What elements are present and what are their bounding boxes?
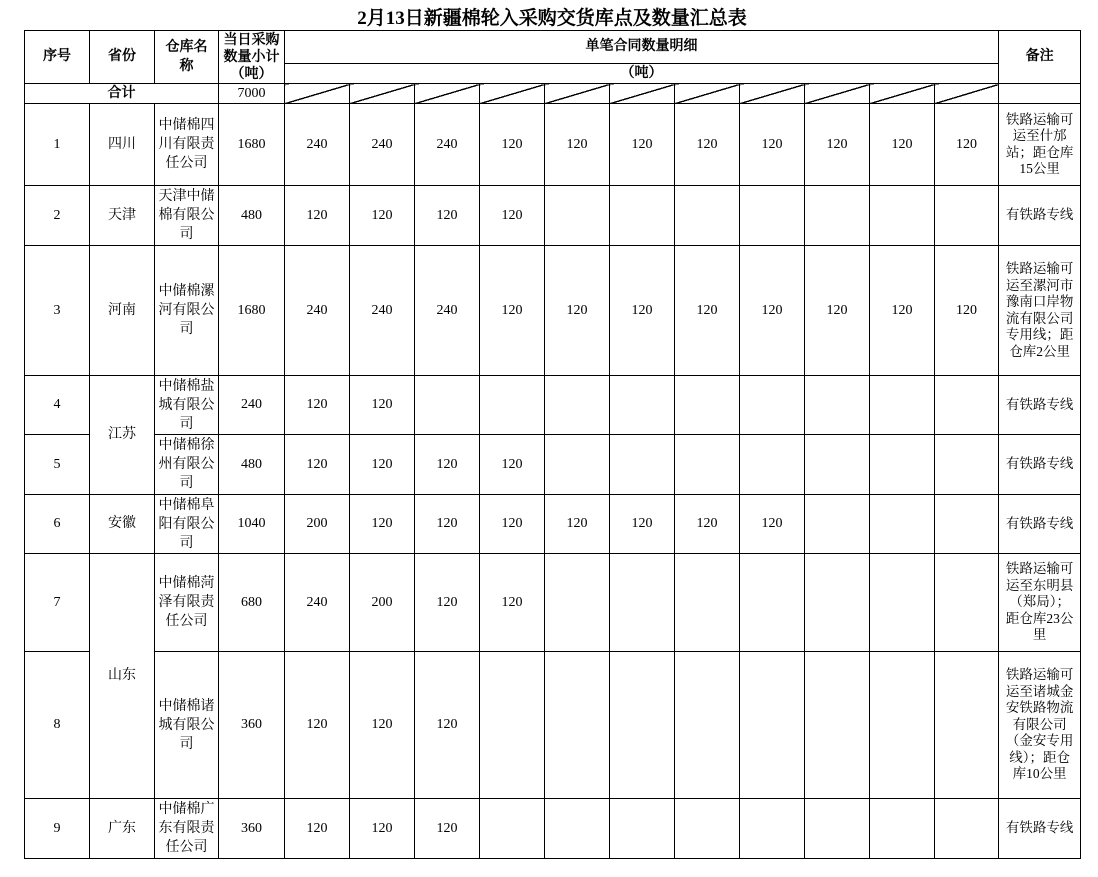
contract-quantity-empty [870,495,935,554]
contract-quantity: 240 [285,554,350,652]
contract-quantity: 120 [740,104,805,186]
warehouse-name [155,246,219,376]
warehouse-name [155,554,219,652]
contract-quantity: 240 [285,104,350,186]
contract-quantity: 120 [545,104,610,186]
total-remark-cell [999,84,1081,104]
remark [999,104,1081,186]
warehouse-name-line: 中储棉阜 [158,497,215,513]
warehouse-name-line: 中储棉漯 [158,284,215,299]
remark-line: （金安专用 [1005,733,1074,749]
contract-quantity: 120 [285,435,350,495]
warehouse-name-line: 州有限公 [158,457,215,472]
warehouse-name-line: 棉有限公 [158,208,215,223]
warehouse-name-line: 中储棉徐 [158,438,215,453]
remark-line: 铁路运输可 [1005,667,1074,683]
contract-quantity: 120 [480,186,545,246]
header-daily-subtotal-line: 当日采购 [223,32,280,48]
daily-subtotal: 680 [219,554,285,652]
remark [999,376,1081,435]
contract-quantity-empty [805,554,870,652]
contract-quantity: 120 [870,104,935,186]
contract-quantity-empty [675,435,740,495]
contract-quantity: 120 [480,104,545,186]
remark [999,246,1081,376]
contract-quantity-empty [480,799,545,859]
contract-quantity-empty [610,435,675,495]
contract-quantity-empty [935,554,999,652]
contract-quantity-empty [805,652,870,799]
warehouse-name-line: 城有限公 [158,717,215,733]
contract-quantity-empty [870,652,935,799]
contract-quantity-empty [675,376,740,435]
table-row [25,495,1081,554]
remark [999,186,1081,246]
contract-quantity: 120 [675,246,740,376]
warehouse-name-line: 城有限公 [158,397,215,413]
warehouse-name-line: 天津中储 [158,189,215,204]
contract-quantity-empty [740,435,805,495]
province: 天津 [90,186,155,246]
total-detail-cell [675,84,740,104]
warehouse-name [155,186,219,246]
total-row [25,84,1081,104]
contract-quantity-empty [870,186,935,246]
total-detail-cell [935,84,999,104]
remark [999,799,1081,859]
row-number: 8 [25,652,90,799]
contract-quantity-empty [610,376,675,435]
warehouse-name-line: 任公司 [165,156,208,171]
daily-subtotal: 240 [219,376,285,435]
remark-line: 运至诸城金 [1005,683,1074,699]
contract-quantity-empty [415,376,480,435]
total-value: 7000 [219,84,285,104]
table-row [25,435,1081,495]
total-detail-cell [870,84,935,104]
total-detail-cell [740,84,805,104]
header-contract-details: 单笔合同数量明细 [285,31,999,64]
contract-quantity: 120 [935,104,999,186]
contract-quantity-empty [545,799,610,859]
daily-subtotal: 480 [219,435,285,495]
contract-quantity-empty [870,554,935,652]
contract-quantity: 120 [545,246,610,376]
warehouse-name-line: 东有限责 [158,821,215,836]
daily-subtotal: 480 [219,186,285,246]
contract-quantity: 120 [350,652,415,799]
remark-line: 有铁路专线 [1005,515,1074,531]
contract-quantity-empty [805,435,870,495]
contract-quantity-empty [610,652,675,799]
total-detail-cell [805,84,870,104]
total-detail-cell [415,84,480,104]
contract-quantity: 120 [415,495,480,554]
contract-quantity: 120 [610,104,675,186]
remark-line: 站；距仓库 [1005,144,1074,160]
contract-quantity: 120 [350,495,415,554]
contract-quantity-empty [675,799,740,859]
warehouse-name-line: 中储棉四 [158,118,215,133]
contract-quantity: 120 [805,246,870,376]
remark [999,435,1081,495]
province: 安徽 [90,495,155,554]
header-province: 省份 [90,31,155,84]
contract-quantity-empty [675,186,740,246]
daily-subtotal: 1040 [219,495,285,554]
warehouse-name-line: 阳有限公 [158,516,215,532]
contract-quantity: 120 [740,495,805,554]
contract-quantity-empty [545,652,610,799]
header-daily-subtotal [219,31,285,84]
contract-quantity: 240 [350,246,415,376]
contract-quantity: 120 [415,186,480,246]
contract-quantity: 120 [480,435,545,495]
remark-line: 有铁路专线 [1005,207,1074,223]
province: 河南 [90,246,155,376]
contract-quantity-empty [805,799,870,859]
contract-quantity: 240 [285,246,350,376]
contract-quantity-empty [870,435,935,495]
contract-quantity: 120 [610,246,675,376]
warehouse-name [155,799,219,859]
remark-line: 运至漯河市 [1005,277,1074,293]
summary-table [24,30,1081,859]
remark-line: 运至什邡 [1012,128,1067,143]
row-number: 4 [25,376,90,435]
contract-quantity: 120 [415,799,480,859]
warehouse-name-line: 川有限责 [158,137,215,152]
contract-quantity: 120 [740,246,805,376]
row-number: 9 [25,799,90,859]
province: 山东 [90,554,155,799]
row-number: 6 [25,495,90,554]
contract-quantity-empty [740,652,805,799]
contract-quantity: 120 [350,799,415,859]
contract-quantity: 120 [415,554,480,652]
contract-quantity-empty [935,435,999,495]
total-detail-cell [545,84,610,104]
table-row [25,246,1081,376]
contract-quantity-empty [545,376,610,435]
contract-quantity: 120 [350,376,415,435]
table-row [25,104,1081,186]
contract-quantity: 240 [415,246,480,376]
warehouse-name-line: 司 [179,416,194,432]
contract-quantity: 120 [935,246,999,376]
contract-quantity: 120 [480,495,545,554]
remark-line: 流有限公司 [1005,310,1074,326]
remark [999,652,1081,799]
contract-quantity-empty [935,652,999,799]
remark-line: 线）；距仓 [1009,749,1070,765]
contract-quantity-empty [805,376,870,435]
contract-quantity: 240 [415,104,480,186]
remark-line: 豫南口岸物 [1005,294,1074,309]
warehouse-name-line: 任公司 [165,840,208,855]
remark-line: 运至东明县 [1005,577,1074,593]
warehouse-name-line: 中储棉诸 [158,698,215,714]
contract-quantity-empty [480,652,545,799]
warehouse-name [155,495,219,554]
warehouse-name-line: 司 [179,322,194,337]
total-label: 合计 [25,84,219,104]
warehouse-name-line: 中储棉盐 [158,378,215,394]
contract-quantity-empty [675,652,740,799]
contract-quantity: 120 [285,186,350,246]
contract-quantity: 120 [415,652,480,799]
table-row [25,652,1081,799]
remark [999,495,1081,554]
table-title: 2月13日新疆棉轮入采购交货库点及数量汇总表 [357,8,747,29]
contract-quantity: 240 [350,104,415,186]
warehouse-name [155,104,219,186]
warehouse-name-line: 司 [179,736,194,752]
header-row-number: 序号 [25,31,90,84]
contract-quantity-empty [805,495,870,554]
header-row [25,31,1081,64]
contract-quantity-empty [935,799,999,859]
province: 四川 [90,104,155,186]
remark-line: 铁路运输可 [1005,561,1074,577]
table-row [25,376,1081,435]
contract-quantity: 120 [675,104,740,186]
remark-line: （郑局）； [1009,594,1070,610]
contract-quantity-empty [870,376,935,435]
total-detail-cell [480,84,545,104]
daily-subtotal: 360 [219,799,285,859]
contract-quantity: 120 [805,104,870,186]
contract-quantity: 120 [610,495,675,554]
contract-quantity: 120 [285,376,350,435]
contract-quantity-empty [610,799,675,859]
contract-quantity-empty [740,186,805,246]
contract-quantity-empty [805,186,870,246]
contract-quantity: 120 [285,799,350,859]
warehouse-name [155,376,219,435]
daily-subtotal: 1680 [219,246,285,376]
contract-quantity-empty [610,186,675,246]
remark-line: 有铁路专线 [1005,456,1074,472]
daily-subtotal: 360 [219,652,285,799]
contract-quantity: 120 [285,652,350,799]
warehouse-name [155,435,219,495]
province: 广东 [90,799,155,859]
remark-line: 距仓库23公 [1005,610,1074,626]
warehouse-name-line: 司 [179,535,194,551]
row-number: 1 [25,104,90,186]
remark [999,554,1081,652]
header-remark: 备注 [999,31,1081,84]
warehouse-name [155,652,219,799]
header-detail-unit: （吨） [285,64,999,84]
total-detail-cell [350,84,415,104]
contract-quantity: 200 [350,554,415,652]
contract-quantity-empty [935,186,999,246]
remark-line: 15公里 [1019,161,1060,176]
remark-line: 库10公里 [1012,766,1067,782]
total-detail-cell [285,84,350,104]
warehouse-name-line: 司 [179,476,194,491]
remark-line: 安铁路物流 [1005,700,1074,716]
contract-quantity-empty [870,799,935,859]
contract-quantity-empty [740,554,805,652]
contract-quantity: 120 [350,435,415,495]
table-row [25,799,1081,859]
table-row [25,186,1081,246]
contract-quantity: 200 [285,495,350,554]
contract-quantity: 120 [545,495,610,554]
header-warehouse-line: 称 [179,59,194,74]
contract-quantity: 120 [480,246,545,376]
contract-quantity: 120 [415,435,480,495]
contract-quantity-empty [545,435,610,495]
row-number: 2 [25,186,90,246]
remark-line: 铁路运输可 [1005,261,1074,276]
contract-quantity: 120 [870,246,935,376]
contract-quantity-empty [545,186,610,246]
row-number: 7 [25,554,90,652]
warehouse-name-line: 司 [179,227,194,242]
province: 江苏 [90,376,155,495]
contract-quantity-empty [675,554,740,652]
warehouse-name-line: 任公司 [165,614,208,629]
remark-line: 仓库2公里 [1009,343,1070,359]
table-row [25,554,1081,652]
contract-quantity: 120 [675,495,740,554]
header-warehouse-line: 仓库名 [165,40,208,55]
contract-quantity-empty [480,376,545,435]
header-daily-subtotal-line: 数量小计 [223,49,280,65]
contract-quantity: 120 [480,554,545,652]
contract-quantity: 120 [350,186,415,246]
contract-quantity-empty [935,376,999,435]
warehouse-name-line: 中储棉菏 [158,576,215,591]
warehouse-name-line: 河有限公 [158,303,215,318]
header-warehouse [155,31,219,84]
contract-quantity-empty [935,495,999,554]
remark-line: 铁路运输可 [1005,111,1074,127]
header-daily-subtotal-line: （吨） [230,66,273,82]
total-detail-cell [610,84,675,104]
contract-quantity-empty [545,554,610,652]
warehouse-name-line: 中储棉广 [158,802,215,817]
contract-quantity-empty [610,554,675,652]
contract-quantity-empty [740,376,805,435]
contract-quantity-empty [740,799,805,859]
row-number: 3 [25,246,90,376]
daily-subtotal: 1680 [219,104,285,186]
warehouse-name-line: 泽有限责 [158,595,215,610]
remark-line: 有铁路专线 [1005,820,1074,836]
remark-line: 里 [1032,627,1047,643]
row-number: 5 [25,435,90,495]
remark-line: 有限公司 [1012,716,1067,732]
remark-line: 有铁路专线 [1005,396,1074,412]
remark-line: 专用线；距 [1005,327,1074,342]
